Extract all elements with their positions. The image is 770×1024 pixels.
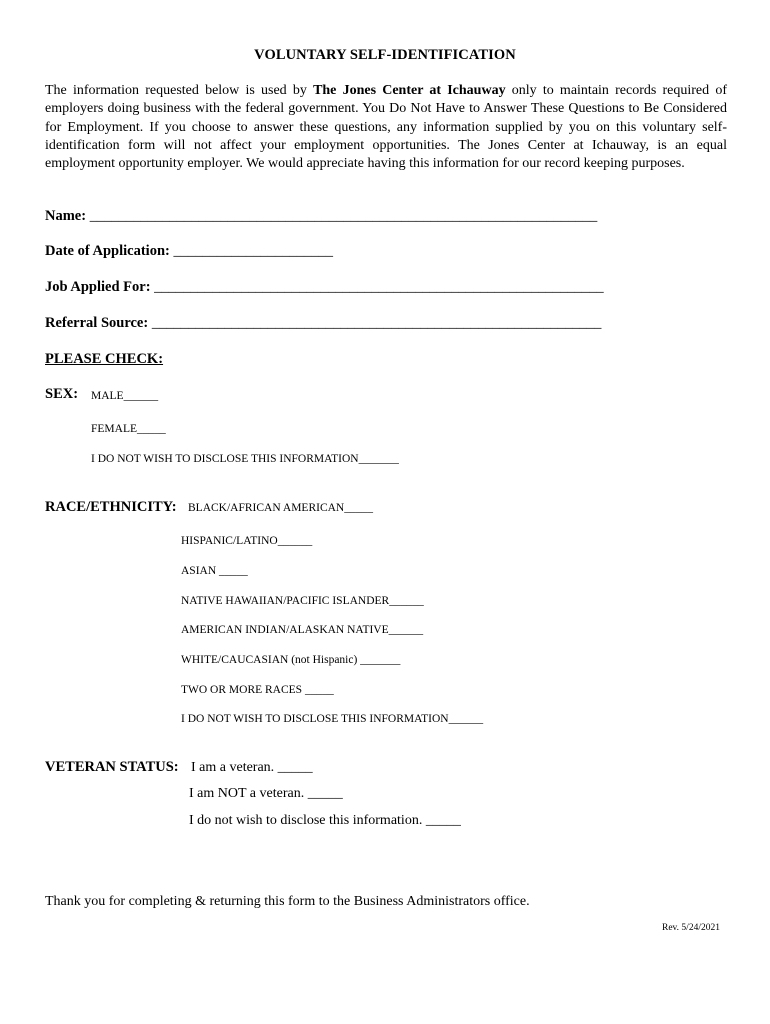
intro-text-rest: only to maintain records required of employers doing business with the federal government. You Do Not Have to Answer These Questions to Be Considered for Employment. If you choose to answer these questions, any information supplied by you on this voluntary self-identification form will not affect your employment opportunities. The Jones Center at Ichauway, is an equal employment opportunity employer. We would appreciate having this information for our record keeping purposes. <box>45 83 727 172</box>
veteran-option-not-disclose[interactable]: I do not wish to disclose this information. _____ <box>189 813 461 828</box>
referral-label: Referral Source: <box>45 315 152 331</box>
intro-text-start: The information requested below is used by <box>45 83 314 98</box>
date-label: Date of Application: <box>45 243 174 259</box>
date-of-application-field[interactable] <box>45 243 333 260</box>
race-option-two-or-more[interactable]: TWO OR MORE RACES _____ <box>181 684 334 696</box>
veteran-option-no[interactable]: I am NOT a veteran. _____ <box>189 786 343 801</box>
sex-option-female[interactable]: FEMALE_____ <box>91 423 166 435</box>
referral-blank-line[interactable]: ______________________________________________________________ <box>151 315 602 331</box>
race-option-white[interactable]: WHITE/CAUCASIAN (not Hispanic) _______ <box>181 654 401 666</box>
thank-you-note: Thank you for completing & returning this form to the Business Administrators office. <box>45 894 530 909</box>
veteran-status-label: VETERAN STATUS: <box>45 759 179 775</box>
job-label: Job Applied For: <box>45 279 155 295</box>
race-option-native-hawaiian[interactable]: NATIVE HAWAIIAN/PACIFIC ISLANDER______ <box>181 595 424 607</box>
please-check-heading: PLEASE CHECK: <box>45 351 164 367</box>
race-option-asian[interactable]: ASIAN _____ <box>181 565 248 577</box>
name-label: Name: <box>45 208 90 224</box>
sex-option-male[interactable]: MALE______ <box>91 390 159 402</box>
form-title: VOLUNTARY SELF-IDENTIFICATION <box>254 47 516 63</box>
name-field[interactable] <box>45 208 597 225</box>
revision-date: Rev. 5/24/2021 <box>662 923 720 933</box>
referral-source-field[interactable] <box>45 315 601 332</box>
race-option-hispanic[interactable]: HISPANIC/LATINO______ <box>181 535 313 547</box>
job-applied-for-field[interactable] <box>45 279 604 296</box>
sex-label: SEX: <box>45 386 79 402</box>
race-option-not-disclose[interactable]: I DO NOT WISH TO DISCLOSE THIS INFORMATION______ <box>181 713 484 725</box>
race-option-american-indian[interactable]: AMERICAN INDIAN/ALASKAN NATIVE______ <box>181 624 424 636</box>
name-blank-line[interactable]: ______________________________________________________________________ <box>89 208 598 224</box>
race-option-black[interactable]: BLACK/AFRICAN AMERICAN_____ <box>188 502 373 514</box>
date-blank-line[interactable]: ______________________ <box>173 243 333 259</box>
job-blank-line[interactable]: ______________________________________________________________ <box>154 279 604 295</box>
veteran-option-yes[interactable]: I am a veteran. _____ <box>191 760 313 775</box>
sex-option-not-disclose[interactable]: I DO NOT WISH TO DISCLOSE THIS INFORMATION_______ <box>91 453 399 465</box>
intro-paragraph <box>45 82 727 173</box>
organization-name: The Jones Center at Ichauway <box>313 83 506 98</box>
race-ethnicity-label: RACE/ETHNICITY: <box>45 499 177 515</box>
